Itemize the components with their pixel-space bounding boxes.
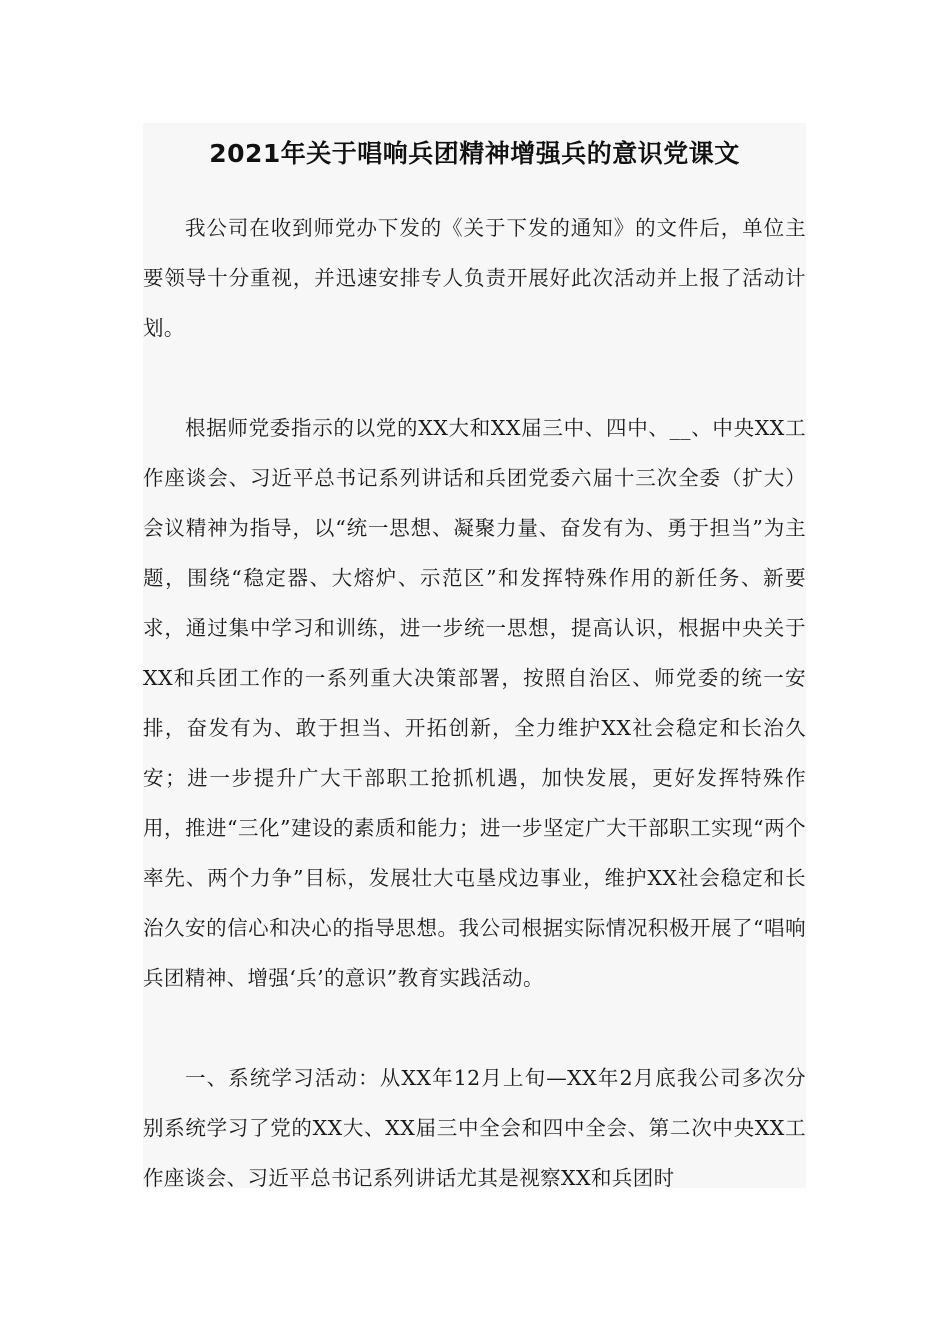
paragraph-notice: 我公司在收到师党办下发的《关于下发的通知》的文件后，单位主要领导十分重视，并迅速安排专人负责开展好此次活动并上报了活动计划。 <box>143 216 806 340</box>
paragraph-guiding-thought: 根据师党委指示的以党的XX大和XX届三中、四中、__、中央XX工作座谈会、习近平总书记系列讲话和兵团党委六届十三次全委（扩大）会议精神为指导，以“统一思想、凝聚力量、奋发有为、勇于担当”为主题，围绕“稳定器、大熔炉、示范区”和发挥特殊作用的新任务、新要求，通过集中学习和训练，进一步统一思想，提高认识，根据中央关于XX和兵团工作的一系列重大决策部署，按照自治区、师党委的统一安排，奋发有为、敢于担当、开拓创新，全力维护XX社会稳定和长治久安；进一步提升广大干部职工抢抓机遇，加快发展，更好发挥特殊作用，推进“三化”建设的素质和能力；进一步坚定广大干部职工实现“两个率先、两个力争”目标，发展壮大屯垦戍边事业，维护XX社会稳定和长治久安的信心和决心的指导思想。我公司根据实际情况积极开展了“唱响兵团精神、增强‘兵’的意识”教育实践活动。 <box>143 416 806 990</box>
document-body <box>143 203 806 1188</box>
paragraph-study-activity: 一、系统学习活动：从XX年12月上旬—XX年2月底我公司多次分别系统学习了党的XX大、XX届三中全会和四中全会、第二次中央XX工作座谈会、习近平总书记系列讲话尤其是视察XX和兵团时 <box>143 1066 806 1188</box>
document-page <box>143 123 806 1188</box>
document-title: 2021年关于唱响兵团精神增强兵的意识党课文 <box>209 139 740 168</box>
